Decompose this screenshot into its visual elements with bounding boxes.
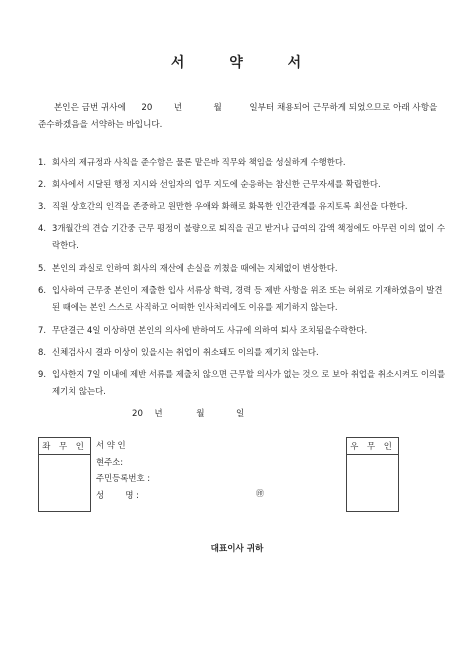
signing-date — [132, 407, 244, 419]
left-thumbprint-label: 좌 무 인 — [39, 438, 90, 455]
term-number: 1. — [38, 157, 46, 167]
term-text: 회사의 제규정과 사칙을 준수함은 물론 맡은바 직무와 책임을 성실하게 수행한다. — [52, 157, 346, 167]
right-thumbprint-box — [346, 437, 399, 512]
seal-mark: ㊞ — [256, 489, 264, 498]
term-number: 7. — [38, 325, 46, 336]
term-text: 본인의 과실로 인하여 회사의 재산에 손실을 끼쳤을 때에는 지체없이 변상한다. — [52, 263, 338, 274]
signer-block — [96, 437, 264, 503]
intro-part1: 본인은 금번 귀사에 — [54, 103, 126, 113]
title-char-3: 서 — [287, 55, 304, 71]
signer-heading: 서 약 인 — [96, 440, 126, 450]
term-number: 4. — [38, 223, 46, 234]
date-day-unit: 일 — [235, 409, 245, 419]
date-year-unit: 년 — [154, 409, 163, 419]
term-text: 회사에서 시달된 행정 지시와 선임자의 업무 지도에 순응하는 참신한 근무자세를 확립한다. — [52, 179, 381, 190]
page-title — [0, 52, 474, 72]
term-number: 6. — [38, 285, 46, 296]
addressee: 대표이사 귀하 — [210, 544, 264, 554]
date-month-unit: 월 — [196, 409, 205, 419]
term-number: 8. — [38, 347, 46, 358]
term-text: 무단결근 4일 이상하면 본인의 의사에 반하여도 사규에 의하여 퇴사 조치됨을수락한다. — [52, 325, 368, 336]
term-item — [38, 198, 450, 214]
intro-paragraph — [38, 100, 448, 134]
address-label: 현주소: — [96, 456, 124, 467]
term-item — [38, 220, 450, 254]
term-text: 입사한지 7일 이내에 제반 서류를 제출치 않으면 근무할 의사가 없는 것으 로 보아 취업을 취소시켜도 이의를 제기치 않는다. — [52, 369, 446, 397]
name-label: 성 명 : — [96, 489, 139, 500]
term-number: 5. — [38, 263, 46, 274]
left-thumbprint-box — [38, 437, 91, 512]
term-item — [38, 282, 450, 316]
terms-list — [38, 154, 450, 406]
intro-year-unit: 년 — [173, 103, 183, 113]
term-item — [38, 260, 450, 276]
term-item — [38, 322, 450, 338]
term-item — [38, 154, 450, 170]
term-item — [38, 366, 450, 400]
term-item — [38, 176, 450, 192]
term-number: 3. — [38, 201, 46, 212]
term-item — [38, 344, 450, 360]
title-char-2: 약 — [229, 55, 245, 71]
term-text: 신체검사시 결과 이상이 있을시는 취업이 취소돼도 이의를 제기치 않는다. — [52, 347, 319, 358]
term-number: 9. — [38, 369, 46, 380]
title-char-1: 서 — [170, 55, 187, 71]
term-number: 2. — [38, 179, 46, 190]
right-thumbprint-label: 우 무 인 — [347, 438, 398, 455]
resident-id-label: 주민등록번호 : — [96, 473, 151, 483]
intro-year: 20 — [141, 103, 153, 113]
term-text: 직원 상호간의 인격을 존중하고 원만한 우애와 화해로 화목한 인간관계를 유지토록 최선을 다한다. — [52, 201, 408, 212]
term-text: 입사하여 근무중 본인이 제출한 입사 서류상 학력, 경력 등 제반 사항을 위조 또는 허위로 기재하였음이 발견된 때에는 본인 스스로 사직하고 어떠한 인사처리에도 이유를 제기하지 않는다. — [52, 285, 443, 313]
intro-part2: 일부터 채용되어 근무하게 되었으므로 아래 사항을 준수하겠음을 서약하는 바입니다. — [38, 103, 438, 130]
term-text: 3개월간의 견습 기간중 근무 평정이 불량으로 퇴직을 권고 받거나 급여의 감액 책정에도 아무런 이의 없이 수락한다. — [52, 223, 446, 251]
intro-month-unit: 월 — [213, 103, 222, 113]
date-year: 20 — [132, 409, 143, 419]
